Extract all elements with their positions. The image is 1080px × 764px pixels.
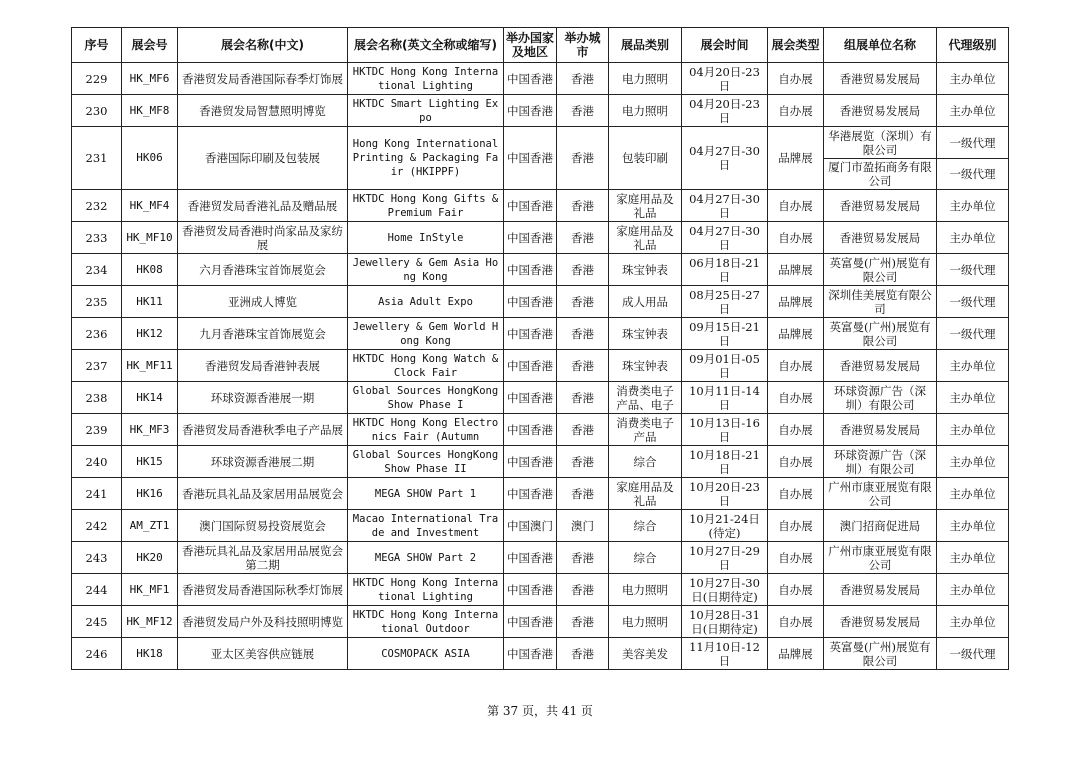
cell-category: 家庭用品及礼品 bbox=[609, 222, 682, 254]
cell-fair-name-en: HKTDC Hong Kong Electronics Fair (Autumn bbox=[348, 414, 504, 446]
cell-fair-name-en: Jewellery & Gem Asia Hong Kong bbox=[348, 254, 504, 286]
cell-city: 澳门 bbox=[557, 510, 609, 542]
cell-date: 04月20日-23日 bbox=[682, 63, 768, 95]
table-row bbox=[72, 574, 1009, 606]
cell-fair-name-cn: 亚洲成人博览 bbox=[178, 286, 348, 318]
cell-serial-no: 235 bbox=[72, 286, 122, 318]
cell-region: 中国香港 bbox=[504, 286, 557, 318]
cell-city: 香港 bbox=[557, 382, 609, 414]
cell-organizer: 香港贸易发展局 bbox=[824, 350, 937, 382]
cell-category: 珠宝钟表 bbox=[609, 318, 682, 350]
cell-agent-level: 主办单位 bbox=[937, 446, 1009, 478]
cell-region: 中国香港 bbox=[504, 95, 557, 127]
cell-date: 10月11日-14日 bbox=[682, 382, 768, 414]
cell-fair-name-cn: 香港贸发局香港秋季电子产品展 bbox=[178, 414, 348, 446]
cell-fair-code: HK18 bbox=[122, 638, 178, 670]
cell-fair-type: 自办展 bbox=[768, 190, 824, 222]
cell-organizer: 香港贸易发展局 bbox=[824, 606, 937, 638]
cell-fair-name-en: Asia Adult Expo bbox=[348, 286, 504, 318]
cell-date: 09月01日-05日 bbox=[682, 350, 768, 382]
cell-fair-name-cn: 六月香港珠宝首饰展览会 bbox=[178, 254, 348, 286]
cell-city: 香港 bbox=[557, 222, 609, 254]
cell-category: 美容美发 bbox=[609, 638, 682, 670]
cell-organizer: 广州市康亚展览有限公司 bbox=[824, 478, 937, 510]
cell-date: 10月28日-31日(日期待定) bbox=[682, 606, 768, 638]
cell-agent-level: 主办单位 bbox=[937, 190, 1009, 222]
cell-category: 电力照明 bbox=[609, 63, 682, 95]
cell-fair-code: HK_MF6 bbox=[122, 63, 178, 95]
cell-agent-level: 主办单位 bbox=[937, 606, 1009, 638]
cell-fair-code: HK_MF1 bbox=[122, 574, 178, 606]
cell-date: 10月13日-16日 bbox=[682, 414, 768, 446]
cell-fair-type: 品牌展 bbox=[768, 254, 824, 286]
cell-organizer: 英富曼(广州)展览有限公司 bbox=[824, 318, 937, 350]
cell-fair-type: 自办展 bbox=[768, 382, 824, 414]
cell-agent-level: 主办单位 bbox=[937, 510, 1009, 542]
cell-fair-code: HK20 bbox=[122, 542, 178, 574]
cell-fair-type: 自办展 bbox=[768, 574, 824, 606]
cell-fair-name-cn: 香港国际印刷及包装展 bbox=[178, 127, 348, 190]
cell-agent-level: 主办单位 bbox=[937, 478, 1009, 510]
cell-serial-no: 244 bbox=[72, 574, 122, 606]
cell-fair-name-cn: 环球资源香港展二期 bbox=[178, 446, 348, 478]
cell-region: 中国香港 bbox=[504, 574, 557, 606]
cell-category: 综合 bbox=[609, 542, 682, 574]
cell-city: 香港 bbox=[557, 190, 609, 222]
cell-fair-name-cn: 香港贸发局香港国际秋季灯饰展 bbox=[178, 574, 348, 606]
table-row bbox=[72, 318, 1009, 350]
cell-fair-name-en: HKTDC Hong Kong International Lighting bbox=[348, 574, 504, 606]
cell-date: 10月20日-23日 bbox=[682, 478, 768, 510]
cell-city: 香港 bbox=[557, 318, 609, 350]
cell-region: 中国香港 bbox=[504, 606, 557, 638]
cell-organizer: 香港贸易发展局 bbox=[824, 574, 937, 606]
cell-agent-level: 主办单位 bbox=[937, 542, 1009, 574]
cell-organizer: 澳门招商促进局 bbox=[824, 510, 937, 542]
cell-category: 电力照明 bbox=[609, 574, 682, 606]
cell-fair-name-en: Global Sources HongKong Show Phase II bbox=[348, 446, 504, 478]
cell-region: 中国澳门 bbox=[504, 510, 557, 542]
cell-date: 10月18日-21日 bbox=[682, 446, 768, 478]
cell-agent-level: 主办单位 bbox=[937, 95, 1009, 127]
cell-serial-no: 242 bbox=[72, 510, 122, 542]
table-row bbox=[72, 127, 1009, 159]
table-row bbox=[72, 446, 1009, 478]
cell-category: 成人用品 bbox=[609, 286, 682, 318]
cell-city: 香港 bbox=[557, 542, 609, 574]
cell-organizer: 香港贸易发展局 bbox=[824, 222, 937, 254]
cell-date: 04月27日-30日 bbox=[682, 222, 768, 254]
cell-fair-name-en: MEGA SHOW Part 2 bbox=[348, 542, 504, 574]
table-row bbox=[72, 286, 1009, 318]
table-body bbox=[72, 63, 1009, 670]
cell-date: 08月25日-27日 bbox=[682, 286, 768, 318]
cell-region: 中国香港 bbox=[504, 127, 557, 190]
cell-date: 04月27日-30日 bbox=[682, 127, 768, 190]
cell-category: 电力照明 bbox=[609, 95, 682, 127]
cell-category: 消费类电子产品、电子 bbox=[609, 382, 682, 414]
cell-organizer: 英富曼(广州)展览有限公司 bbox=[824, 638, 937, 670]
cell-date: 04月20日-23日 bbox=[682, 95, 768, 127]
cell-region: 中国香港 bbox=[504, 222, 557, 254]
cell-region: 中国香港 bbox=[504, 63, 557, 95]
cell-region: 中国香港 bbox=[504, 318, 557, 350]
cell-agent-level: 一级代理 bbox=[937, 286, 1009, 318]
cell-category: 综合 bbox=[609, 510, 682, 542]
cell-fair-type: 自办展 bbox=[768, 222, 824, 254]
cell-agent-level: 一级代理 bbox=[937, 318, 1009, 350]
exhibition-table-container bbox=[71, 27, 1009, 670]
table-row bbox=[72, 414, 1009, 446]
cell-serial-no: 230 bbox=[72, 95, 122, 127]
cell-city: 香港 bbox=[557, 574, 609, 606]
cell-fair-name-en: COSMOPACK ASIA bbox=[348, 638, 504, 670]
cell-serial-no: 233 bbox=[72, 222, 122, 254]
cell-fair-name-en: Macao International Trade and Investment bbox=[348, 510, 504, 542]
cell-fair-type: 品牌展 bbox=[768, 318, 824, 350]
cell-agent-level: 一级代理 bbox=[937, 254, 1009, 286]
cell-fair-code: HK16 bbox=[122, 478, 178, 510]
cell-organizer: 深圳佳美展览有限公司 bbox=[824, 286, 937, 318]
cell-serial-no: 241 bbox=[72, 478, 122, 510]
cell-organizer: 英富曼(广州)展览有限公司 bbox=[824, 254, 937, 286]
cell-city: 香港 bbox=[557, 95, 609, 127]
cell-category: 包装印刷 bbox=[609, 127, 682, 190]
cell-city: 香港 bbox=[557, 63, 609, 95]
table-row bbox=[72, 542, 1009, 574]
cell-city: 香港 bbox=[557, 414, 609, 446]
cell-fair-name-cn: 香港贸发局智慧照明博览 bbox=[178, 95, 348, 127]
table-row bbox=[72, 190, 1009, 222]
cell-date: 10月27日-29日 bbox=[682, 542, 768, 574]
cell-organizer: 香港贸易发展局 bbox=[824, 63, 937, 95]
cell-fair-code: HK_MF8 bbox=[122, 95, 178, 127]
cell-organizer: 厦门市盈拓商务有限公司 bbox=[824, 159, 937, 190]
header-cell: 举办城市 bbox=[557, 28, 609, 63]
exhibition-table bbox=[71, 27, 1009, 670]
cell-agent-level: 主办单位 bbox=[937, 382, 1009, 414]
cell-agent-level: 主办单位 bbox=[937, 350, 1009, 382]
cell-category: 家庭用品及礼品 bbox=[609, 190, 682, 222]
cell-fair-name-en: Home InStyle bbox=[348, 222, 504, 254]
cell-organizer: 香港贸易发展局 bbox=[824, 414, 937, 446]
cell-fair-name-en: HKTDC Hong Kong International Lighting bbox=[348, 63, 504, 95]
cell-fair-name-en: HKTDC Smart Lighting Expo bbox=[348, 95, 504, 127]
cell-region: 中国香港 bbox=[504, 414, 557, 446]
cell-date: 10月27日-30日(日期待定) bbox=[682, 574, 768, 606]
cell-city: 香港 bbox=[557, 254, 609, 286]
table-row bbox=[72, 222, 1009, 254]
cell-serial-no: 236 bbox=[72, 318, 122, 350]
cell-serial-no: 239 bbox=[72, 414, 122, 446]
table-row bbox=[72, 638, 1009, 670]
cell-fair-code: HK14 bbox=[122, 382, 178, 414]
cell-organizer: 广州市康亚展览有限公司 bbox=[824, 542, 937, 574]
header-cell: 展会类型 bbox=[768, 28, 824, 63]
cell-organizer: 华港展览（深圳）有限公司 bbox=[824, 127, 937, 159]
cell-fair-type: 自办展 bbox=[768, 542, 824, 574]
cell-city: 香港 bbox=[557, 286, 609, 318]
cell-fair-type: 自办展 bbox=[768, 350, 824, 382]
cell-serial-no: 246 bbox=[72, 638, 122, 670]
table-row bbox=[72, 95, 1009, 127]
table-row bbox=[72, 510, 1009, 542]
cell-fair-name-cn: 香港贸发局香港时尚家品及家纺展 bbox=[178, 222, 348, 254]
cell-fair-name-en: HKTDC Hong Kong Gifts & Premium Fair bbox=[348, 190, 504, 222]
cell-date: 11月10日-12日 bbox=[682, 638, 768, 670]
cell-fair-type: 自办展 bbox=[768, 510, 824, 542]
cell-serial-no: 245 bbox=[72, 606, 122, 638]
cell-fair-name-cn: 环球资源香港展一期 bbox=[178, 382, 348, 414]
cell-serial-no: 234 bbox=[72, 254, 122, 286]
cell-serial-no: 232 bbox=[72, 190, 122, 222]
cell-category: 电力照明 bbox=[609, 606, 682, 638]
cell-fair-type: 自办展 bbox=[768, 446, 824, 478]
cell-fair-code: HK11 bbox=[122, 286, 178, 318]
cell-fair-code: HK15 bbox=[122, 446, 178, 478]
cell-fair-code: HK_MF4 bbox=[122, 190, 178, 222]
cell-agent-level: 主办单位 bbox=[937, 414, 1009, 446]
cell-fair-name-en: HKTDC Hong Kong International Outdoor bbox=[348, 606, 504, 638]
cell-city: 香港 bbox=[557, 606, 609, 638]
cell-city: 香港 bbox=[557, 446, 609, 478]
cell-region: 中国香港 bbox=[504, 254, 557, 286]
cell-fair-name-cn: 亚太区美容供应链展 bbox=[178, 638, 348, 670]
cell-region: 中国香港 bbox=[504, 190, 557, 222]
cell-date: 09月15日-21日 bbox=[682, 318, 768, 350]
cell-date: 10月21-24日(待定) bbox=[682, 510, 768, 542]
cell-region: 中国香港 bbox=[504, 478, 557, 510]
table-header-row bbox=[72, 28, 1009, 63]
cell-fair-name-cn: 香港玩具礼品及家居用品展览会第二期 bbox=[178, 542, 348, 574]
page-footer: 第 37 页，共 41 页 bbox=[487, 704, 593, 718]
table-row bbox=[72, 254, 1009, 286]
header-cell: 展会时间 bbox=[682, 28, 768, 63]
header-cell: 展会名称(英文全称或缩写) bbox=[348, 28, 504, 63]
cell-agent-level: 一级代理 bbox=[937, 159, 1009, 190]
table-row bbox=[72, 382, 1009, 414]
cell-serial-no: 243 bbox=[72, 542, 122, 574]
cell-agent-level: 主办单位 bbox=[937, 574, 1009, 606]
cell-serial-no: 240 bbox=[72, 446, 122, 478]
header-cell: 代理级别 bbox=[937, 28, 1009, 63]
cell-organizer: 环球资源广告（深圳）有限公司 bbox=[824, 382, 937, 414]
cell-serial-no: 238 bbox=[72, 382, 122, 414]
header-cell: 展会名称(中文) bbox=[178, 28, 348, 63]
cell-category: 珠宝钟表 bbox=[609, 254, 682, 286]
cell-serial-no: 231 bbox=[72, 127, 122, 190]
cell-fair-name-cn: 九月香港珠宝首饰展览会 bbox=[178, 318, 348, 350]
cell-fair-code: HK12 bbox=[122, 318, 178, 350]
cell-category: 消费类电子产品 bbox=[609, 414, 682, 446]
cell-agent-level: 一级代理 bbox=[937, 127, 1009, 159]
cell-region: 中国香港 bbox=[504, 446, 557, 478]
cell-date: 06月18日-21日 bbox=[682, 254, 768, 286]
cell-fair-name-en: HKTDC Hong Kong Watch & Clock Fair bbox=[348, 350, 504, 382]
header-cell: 举办国家及地区 bbox=[504, 28, 557, 63]
cell-region: 中国香港 bbox=[504, 382, 557, 414]
header-cell: 展会号 bbox=[122, 28, 178, 63]
cell-region: 中国香港 bbox=[504, 638, 557, 670]
table-row bbox=[72, 606, 1009, 638]
cell-organizer: 香港贸易发展局 bbox=[824, 95, 937, 127]
cell-fair-type: 自办展 bbox=[768, 478, 824, 510]
cell-fair-code: HK_MF10 bbox=[122, 222, 178, 254]
cell-fair-type: 品牌展 bbox=[768, 286, 824, 318]
cell-fair-code: HK_MF12 bbox=[122, 606, 178, 638]
header-cell: 组展单位名称 bbox=[824, 28, 937, 63]
cell-fair-name-cn: 澳门国际贸易投资展览会 bbox=[178, 510, 348, 542]
cell-fair-code: HK06 bbox=[122, 127, 178, 190]
cell-category: 家庭用品及礼品 bbox=[609, 478, 682, 510]
cell-agent-level: 一级代理 bbox=[937, 638, 1009, 670]
cell-city: 香港 bbox=[557, 478, 609, 510]
cell-category: 综合 bbox=[609, 446, 682, 478]
cell-city: 香港 bbox=[557, 638, 609, 670]
cell-fair-type: 品牌展 bbox=[768, 638, 824, 670]
cell-city: 香港 bbox=[557, 127, 609, 190]
cell-region: 中国香港 bbox=[504, 542, 557, 574]
header-cell: 展品类别 bbox=[609, 28, 682, 63]
cell-fair-name-en: Hong Kong International Printing & Packaging Fair (HKIPPF) bbox=[348, 127, 504, 190]
cell-fair-code: HK08 bbox=[122, 254, 178, 286]
cell-fair-code: HK_MF3 bbox=[122, 414, 178, 446]
cell-fair-name-en: Jewellery & Gem World Hong Kong bbox=[348, 318, 504, 350]
cell-fair-name-en: MEGA SHOW Part 1 bbox=[348, 478, 504, 510]
table-row bbox=[72, 63, 1009, 95]
cell-agent-level: 主办单位 bbox=[937, 63, 1009, 95]
cell-fair-name-cn: 香港玩具礼品及家居用品展览会 bbox=[178, 478, 348, 510]
table-row bbox=[72, 350, 1009, 382]
cell-date: 04月27日-30日 bbox=[682, 190, 768, 222]
cell-fair-name-cn: 香港贸发局香港礼品及赠品展 bbox=[178, 190, 348, 222]
cell-region: 中国香港 bbox=[504, 350, 557, 382]
cell-fair-name-en: Global Sources HongKong Show Phase I bbox=[348, 382, 504, 414]
cell-city: 香港 bbox=[557, 350, 609, 382]
cell-fair-name-cn: 香港贸发局香港钟表展 bbox=[178, 350, 348, 382]
cell-agent-level: 主办单位 bbox=[937, 222, 1009, 254]
cell-fair-type: 自办展 bbox=[768, 414, 824, 446]
cell-fair-name-cn: 香港贸发局户外及科技照明博览 bbox=[178, 606, 348, 638]
cell-fair-type: 自办展 bbox=[768, 606, 824, 638]
cell-fair-type: 品牌展 bbox=[768, 127, 824, 190]
cell-fair-type: 自办展 bbox=[768, 95, 824, 127]
cell-fair-type: 自办展 bbox=[768, 63, 824, 95]
cell-serial-no: 237 bbox=[72, 350, 122, 382]
cell-fair-code: HK_MF11 bbox=[122, 350, 178, 382]
cell-fair-code: AM_ZT1 bbox=[122, 510, 178, 542]
cell-serial-no: 229 bbox=[72, 63, 122, 95]
cell-category: 珠宝钟表 bbox=[609, 350, 682, 382]
cell-organizer: 环球资源广告（深圳）有限公司 bbox=[824, 446, 937, 478]
header-cell: 序号 bbox=[72, 28, 122, 63]
cell-organizer: 香港贸易发展局 bbox=[824, 190, 937, 222]
table-row bbox=[72, 478, 1009, 510]
cell-fair-name-cn: 香港贸发局香港国际春季灯饰展 bbox=[178, 63, 348, 95]
